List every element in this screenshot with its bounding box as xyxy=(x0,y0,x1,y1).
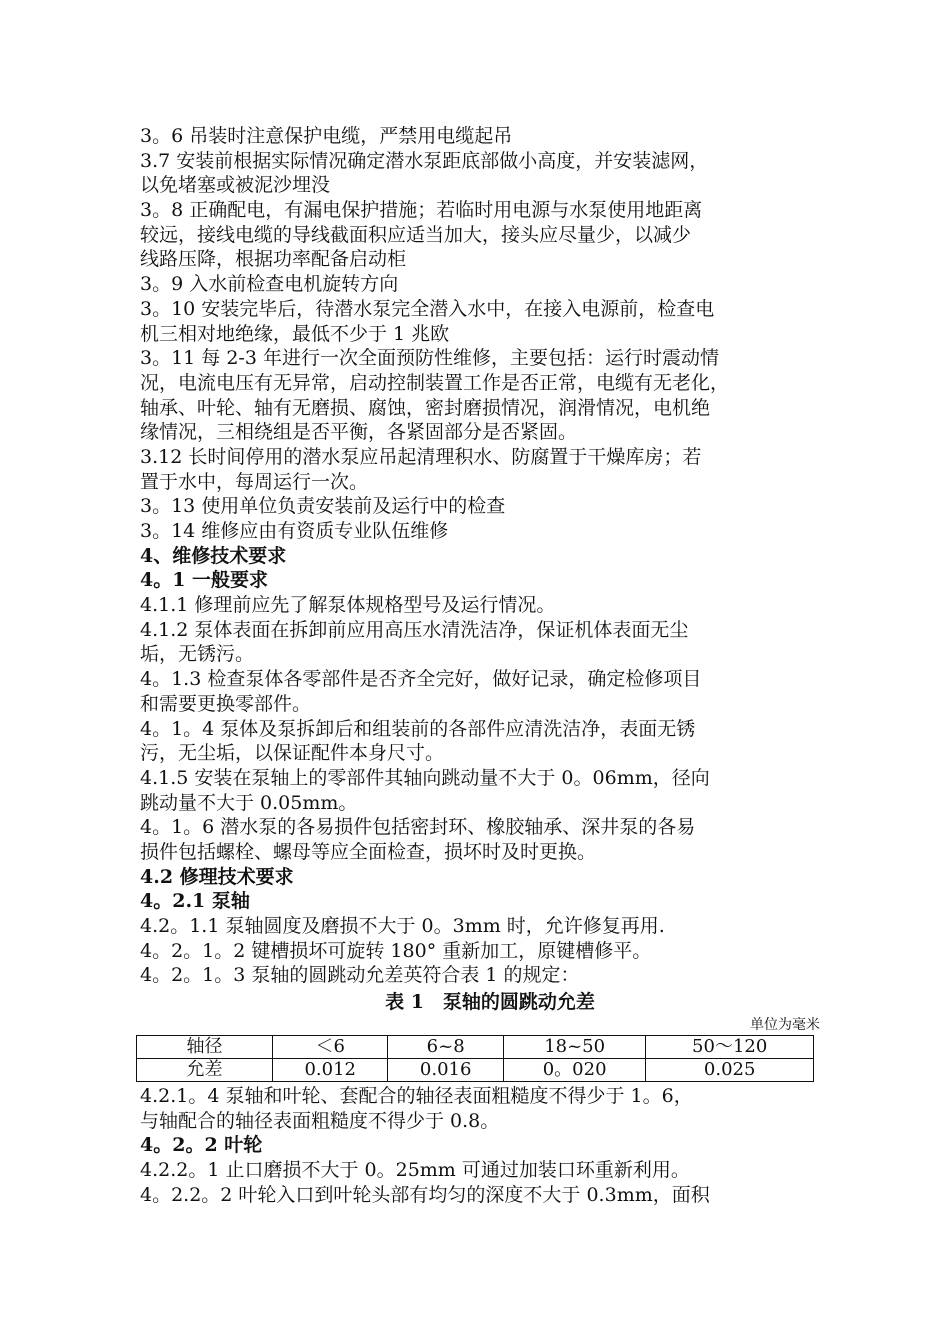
text-line: 3。10 安装完毕后，待潜水泵完全潜入水中，在接入电源前，检查电 xyxy=(140,297,715,320)
table-title: 表 1 泵轴的圆跳动允差 xyxy=(385,991,595,1014)
text-line: 3。14 维修应由有资质专业队伍维修 xyxy=(140,520,449,542)
text-line: 3。11 每 2-3 年进行一次全面预防性维修，主要包括：运行时震动情 xyxy=(140,347,719,370)
table-row-header: 允差 xyxy=(137,1059,273,1082)
text-line: 4。1。6 潜水泵的各易损件包括密封环、橡胶轴承、深井泵的各易 xyxy=(140,816,696,839)
section-heading: 4.2 修理技术要求 xyxy=(140,865,294,888)
tolerance-table xyxy=(136,1035,814,1082)
text-line: 4。1.3 检查泵体各零部件是否齐全完好，做好记录，确定检修项目 xyxy=(140,668,702,691)
text-line: 与轴配合的轴径表面粗糙度不得少于 0.8。 xyxy=(140,1109,500,1132)
document-page xyxy=(140,124,840,1208)
section-heading: 4。2.1 泵轴 xyxy=(140,890,250,913)
text-line: 缘情况，三相绕组是否平衡，各紧固部分是否紧固。 xyxy=(140,421,578,444)
text-line: 3.12 长时间停用的潜水泵应吊起清理积水、防腐置于干燥库房；若 xyxy=(140,445,702,468)
text-line: 和需要更换零部件。 xyxy=(140,692,312,715)
table-cell: 50～120 xyxy=(646,1036,814,1059)
table-cell: ＜6 xyxy=(273,1036,388,1059)
text-line: 置于水中，每周运行一次。 xyxy=(140,470,369,493)
table-cell: 0。020 xyxy=(503,1059,645,1082)
text-line: 较远，接线电缆的导线截面积应适当加大，接头应尽量少，以减少 xyxy=(140,223,692,246)
text-line: 况，电流电压有无异常，启动控制装置工作是否正常，电缆有无老化， xyxy=(140,371,730,394)
text-line: 4.2.2。1 止口磨损不大于 0。25mm 可通过加装口环重新利用。 xyxy=(140,1159,690,1182)
text-line: 跳动量不大于 0.05mm。 xyxy=(140,791,358,814)
table-row-header: 轴径 xyxy=(137,1036,273,1059)
text-line: 3.7 安装前根据实际情况确定潜水泵距底部做小高度，并安装滤网， xyxy=(140,149,709,172)
text-line: 3。9 入水前检查电机旋转方向 xyxy=(140,273,399,296)
table-row xyxy=(137,1036,814,1059)
table-cell: 6~8 xyxy=(388,1036,503,1059)
table-row xyxy=(137,1059,814,1082)
text-line: 4.1.5 安装在泵轴上的零部件其轴向跳动量不大于 0。06mm，径向 xyxy=(140,766,710,789)
text-line: 污，无尘垢，以保证配件本身尺寸。 xyxy=(140,742,445,765)
text-line: 4。1。4 泵体及泵拆卸后和组装前的各部件应清洗洁净，表面无锈 xyxy=(140,717,696,740)
section-heading: 4。1 一般要求 xyxy=(140,569,269,592)
text-line: 以免堵塞或被泥沙埋没 xyxy=(140,174,331,197)
section-heading: 4、维修技术要求 xyxy=(140,544,287,567)
text-line: 4.2.1。4 泵轴和叶轮、套配合的轴径表面粗糙度不得少于 1。6， xyxy=(140,1085,693,1108)
text-line: 轴承、叶轮、轴有无磨损、腐蚀，密封磨损情况，润滑情况，电机绝 xyxy=(140,396,711,419)
text-line: 4。2.2。2 叶轮入口到叶轮头部有均匀的深度不大于 0.3mm，面积 xyxy=(140,1183,710,1206)
text-line: 机三相对地绝缘，最低不少于 1 兆欧 xyxy=(140,322,450,345)
text-line: 线路压降，根据功率配备启动柜 xyxy=(140,248,407,271)
table-cell: 0.016 xyxy=(388,1059,503,1082)
text-line: 4。2。1。3 泵轴的圆跳动允差英符合表 1 的规定： xyxy=(140,964,580,987)
section-heading: 4。2。2 叶轮 xyxy=(140,1134,263,1157)
table-cell: 0.012 xyxy=(273,1059,388,1082)
text-line: 垢，无锈污。 xyxy=(140,643,255,666)
text-line: 4.2。1.1 泵轴圆度及磨损不大于 0。3mm 时，允许修复再用. xyxy=(140,915,665,937)
table-unit: 单位为毫米 xyxy=(750,1017,820,1034)
text-block-top xyxy=(140,124,840,988)
table-cell: 0.025 xyxy=(646,1059,814,1082)
text-line: 损件包括螺栓、螺母等应全面检查，损坏时及时更换。 xyxy=(140,840,597,863)
text-line: 4。2。1。2 键槽损坏可旋转 180° 重新加工，原键槽修平。 xyxy=(140,939,652,962)
text-line: 4.1.2 泵体表面在拆卸前应用高压水清洗洁净，保证机体表面无尘 xyxy=(140,618,689,641)
text-line: 3。13 使用单位负责安装前及运行中的检查 xyxy=(140,495,506,518)
table-cell: 18~50 xyxy=(503,1036,645,1059)
text-line: 3。8 正确配电，有漏电保护措施；若临时用电源与水泵使用地距离 xyxy=(140,199,703,222)
text-block-bottom xyxy=(140,1084,840,1207)
text-line: 3。6 吊装时注意保护电缆，严禁用电缆起吊 xyxy=(140,125,513,147)
text-line: 4.1.1 修理前应先了解泵体规格型号及运行情况。 xyxy=(140,594,556,617)
